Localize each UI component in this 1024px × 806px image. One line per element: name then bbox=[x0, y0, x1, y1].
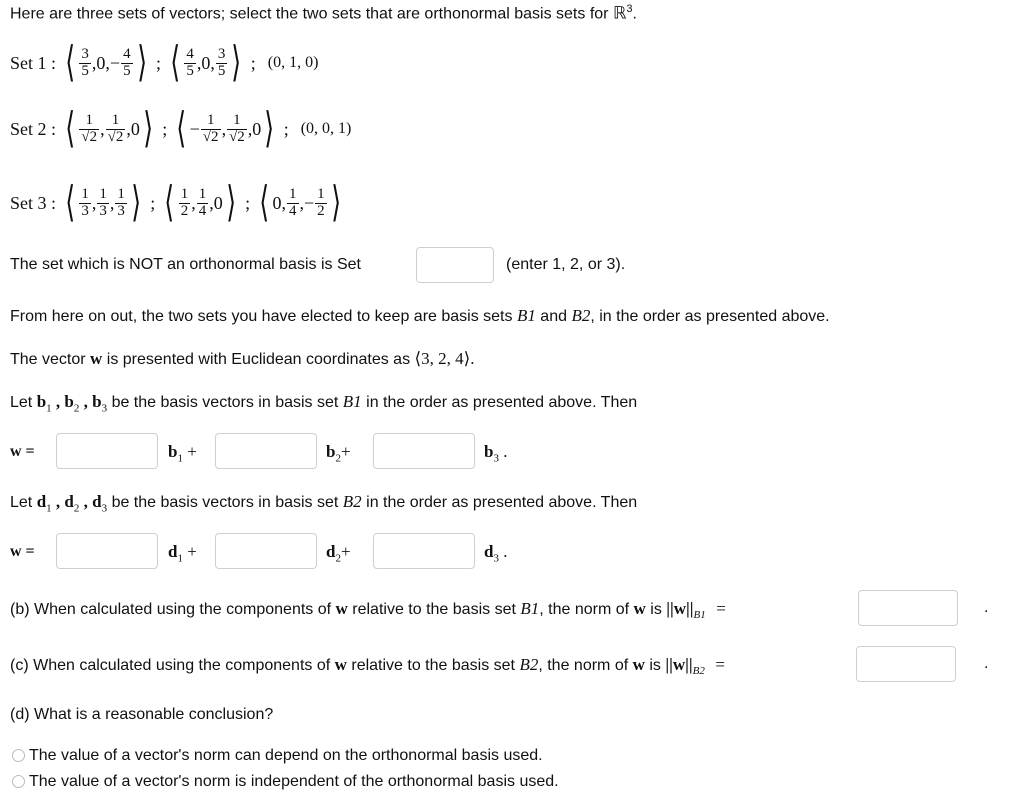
p3-let: Let bbox=[10, 394, 33, 411]
component: 0 bbox=[272, 192, 282, 213]
denominator: 5 bbox=[81, 62, 89, 79]
option-norm-depends[interactable] bbox=[12, 747, 543, 765]
norm-b1-input[interactable] bbox=[858, 590, 958, 626]
p2-coords: ⟨3, 2, 4⟩. bbox=[414, 349, 475, 368]
comma: , bbox=[126, 118, 131, 139]
open-angle: ⟨ bbox=[65, 40, 76, 86]
sign: − bbox=[304, 192, 315, 213]
eq-d-p1: + bbox=[187, 542, 197, 561]
p1-basis-b1: B1 bbox=[516, 306, 536, 325]
separator: ; bbox=[162, 118, 168, 139]
vector-set-3 bbox=[10, 182, 344, 224]
denominator: 5 bbox=[186, 62, 194, 79]
intro-end: . bbox=[632, 5, 637, 23]
numerator: 4 bbox=[186, 45, 194, 62]
fraction bbox=[184, 47, 196, 80]
denominator: √2 bbox=[107, 128, 124, 145]
fraction bbox=[315, 187, 327, 220]
fraction bbox=[79, 187, 91, 220]
comma: , bbox=[196, 52, 202, 73]
p1-and: and bbox=[540, 308, 567, 325]
vector bbox=[62, 42, 150, 84]
numerator: 1 bbox=[81, 185, 89, 202]
open-angle: ⟨ bbox=[176, 106, 187, 152]
separator: ; bbox=[283, 118, 289, 139]
open-angle: ⟨ bbox=[65, 180, 76, 226]
numerator: 1 bbox=[180, 185, 189, 202]
eq-d-term-1 bbox=[168, 542, 197, 564]
numerator: 1 bbox=[85, 111, 94, 128]
denominator: 5 bbox=[123, 62, 131, 79]
pb-text-a: (b) When calculated using the components of bbox=[10, 601, 332, 618]
eq-d-s3: 3 bbox=[493, 552, 499, 565]
pb-sub: B1 bbox=[693, 609, 706, 622]
component: 0 bbox=[96, 52, 106, 73]
set-label: Set 1 : bbox=[10, 52, 57, 73]
denominator: 2 bbox=[317, 202, 325, 219]
close-angle: ⟩ bbox=[330, 180, 341, 226]
close-angle: ⟩ bbox=[143, 106, 153, 152]
comma: , bbox=[109, 192, 115, 213]
p3-text-a: be the basis vectors in basis set bbox=[111, 394, 339, 411]
fraction bbox=[179, 187, 191, 220]
p4-text-b: in the order as presented above. Then bbox=[366, 494, 638, 511]
d2-coefficient-input[interactable] bbox=[215, 533, 317, 569]
eq-b-t2: b bbox=[326, 442, 336, 461]
p2-text-a: The vector bbox=[10, 351, 86, 368]
pb-norm: ||w|| bbox=[666, 599, 694, 618]
fraction bbox=[216, 47, 228, 80]
p3-s2: 2 bbox=[73, 402, 80, 415]
p3-b3: b bbox=[92, 392, 102, 411]
pc-text-b: relative to the basis set bbox=[351, 657, 515, 674]
pb-w2: w bbox=[633, 599, 646, 618]
close-angle: ⟩ bbox=[264, 106, 275, 152]
part-c-prompt bbox=[10, 655, 725, 677]
eq-d-t1: d bbox=[168, 542, 178, 561]
basis-sets-paragraph bbox=[10, 306, 830, 326]
b2-coefficient-input[interactable] bbox=[215, 433, 317, 469]
fraction bbox=[197, 187, 209, 220]
not-basis-label: The set which is NOT an orthonormal basis is Set bbox=[10, 256, 361, 273]
numerator: 1 bbox=[117, 185, 125, 202]
eq-d-s1: 1 bbox=[177, 552, 183, 565]
fraction bbox=[227, 113, 247, 146]
fraction bbox=[79, 113, 99, 146]
part-b-prompt bbox=[10, 599, 726, 621]
pc-end: . bbox=[984, 655, 989, 672]
d1-coefficient-input[interactable] bbox=[56, 533, 158, 569]
set-label: Set 3 : bbox=[10, 192, 57, 213]
pc-eq: = bbox=[715, 655, 725, 674]
fraction bbox=[121, 47, 133, 80]
vector bbox=[62, 182, 144, 224]
comma: , bbox=[191, 192, 196, 213]
close-angle: ⟩ bbox=[231, 40, 242, 86]
vector-set-2 bbox=[10, 108, 351, 150]
open-angle: ⟨ bbox=[164, 180, 175, 226]
pc-w2: w bbox=[632, 655, 645, 674]
d-basis-paragraph: Let $d_1$ , $d_2$ , $d_3$ be the basis vectors in basis set B2 in the order as presented above. Then bbox=[10, 492, 638, 515]
p4-s2: 2 bbox=[73, 502, 80, 515]
b-basis-paragraph: Let $b_1$ , $b_2$ , $b_3$ be the basis vectors in basis set B1 in the order as presented above. Then bbox=[10, 392, 638, 415]
separator: ; bbox=[250, 52, 256, 73]
component: 0 bbox=[130, 118, 140, 139]
p4-d1: d bbox=[36, 492, 47, 511]
comma: , bbox=[247, 118, 253, 139]
denominator: √2 bbox=[81, 128, 98, 145]
vector bbox=[256, 182, 344, 224]
denominator: 2 bbox=[180, 202, 189, 219]
comma: , bbox=[209, 192, 214, 213]
numerator: 4 bbox=[123, 45, 131, 62]
pb-text-b: relative to the basis set bbox=[352, 601, 516, 618]
denominator: 4 bbox=[289, 202, 297, 219]
close-angle: ⟩ bbox=[225, 180, 236, 226]
p2-text-b: is presented with Euclidean coordinates as bbox=[106, 351, 411, 368]
eq-b-p1: + bbox=[187, 442, 197, 461]
numerator: 3 bbox=[217, 45, 226, 62]
pc-text-c: , the norm of bbox=[538, 657, 629, 674]
p4-let: Let bbox=[10, 494, 33, 511]
denominator: √2 bbox=[202, 128, 219, 145]
eq-b-s3: 3 bbox=[493, 452, 499, 465]
eq-b-s1: 1 bbox=[177, 452, 183, 465]
pc-sub: B2 bbox=[692, 665, 705, 678]
comma: , bbox=[281, 192, 286, 213]
p2-w: w bbox=[90, 349, 103, 368]
component: 0 bbox=[252, 118, 262, 139]
vector bbox=[62, 108, 156, 150]
radio-option-2[interactable] bbox=[12, 775, 25, 788]
denominator: 3 bbox=[81, 202, 89, 219]
eq-b-term-1 bbox=[168, 442, 197, 464]
option-1-label: The value of a vector's norm can depend on the orthonormal basis used. bbox=[29, 747, 543, 764]
pc-norm: ||w|| bbox=[665, 655, 693, 674]
sign: − bbox=[109, 52, 121, 73]
set-label: Set 2 : bbox=[10, 118, 57, 139]
denominator: 5 bbox=[217, 62, 226, 79]
comma: , bbox=[91, 192, 97, 213]
vector bbox=[173, 108, 277, 150]
pc-text-d: is bbox=[649, 657, 661, 674]
pb-text-c: , the norm of bbox=[539, 601, 630, 618]
space-exponent: 3 bbox=[626, 3, 633, 15]
open-angle: ⟨ bbox=[170, 40, 181, 86]
p4-s3: 3 bbox=[101, 502, 108, 515]
fraction bbox=[201, 113, 221, 146]
comma: , bbox=[299, 192, 304, 213]
norm-b2-input[interactable] bbox=[856, 646, 956, 682]
eq-b-term-3 bbox=[484, 442, 507, 464]
space-symbol: ℝ bbox=[612, 3, 627, 23]
p3-basis: B1 bbox=[342, 392, 362, 411]
component: 0 bbox=[201, 52, 211, 73]
fraction bbox=[115, 187, 127, 220]
eq-b-p3: . bbox=[503, 442, 508, 461]
pb-eq: = bbox=[716, 599, 726, 618]
p4-basis: B2 bbox=[342, 492, 362, 511]
eq-b-term-2 bbox=[326, 442, 351, 464]
comma: , bbox=[100, 118, 105, 139]
numerator: 3 bbox=[81, 45, 89, 62]
separator: ; bbox=[155, 52, 161, 73]
p3-s3: 3 bbox=[101, 402, 108, 415]
pc-w: w bbox=[334, 655, 347, 674]
numerator: 1 bbox=[317, 185, 325, 202]
option-norm-independent[interactable] bbox=[12, 773, 559, 791]
vector bbox=[161, 182, 239, 224]
denominator: 3 bbox=[117, 202, 125, 219]
eq-d-p2: + bbox=[340, 542, 351, 561]
p1-text-a: From here on out, the two sets you have elected to keep are basis sets bbox=[10, 308, 513, 325]
numerator: 1 bbox=[99, 185, 107, 202]
eq-b-t3: b bbox=[484, 442, 494, 461]
not-basis-hint: (enter 1, 2, or 3). bbox=[506, 256, 626, 273]
pb-basis: B1 bbox=[520, 599, 540, 618]
comma: , bbox=[91, 52, 97, 73]
radio-option-1[interactable] bbox=[12, 749, 25, 762]
component: 0 bbox=[213, 192, 223, 213]
numerator: 1 bbox=[198, 185, 207, 202]
separator: ; bbox=[150, 192, 156, 213]
open-angle: ⟨ bbox=[259, 180, 270, 226]
eq-d-lhs: w = bbox=[10, 543, 35, 560]
eq-d-p3: . bbox=[503, 542, 508, 561]
fraction bbox=[106, 113, 126, 146]
open-angle: ⟨ bbox=[65, 106, 76, 152]
pb-w: w bbox=[335, 599, 348, 618]
part-d-question: (d) What is a reasonable conclusion? bbox=[10, 706, 274, 723]
p4-d3: d bbox=[92, 492, 102, 511]
vector-set-1 bbox=[10, 42, 318, 84]
p4-text-a: be the basis vectors in basis set bbox=[111, 494, 339, 511]
question-intro bbox=[10, 3, 637, 23]
denominator: 3 bbox=[99, 202, 107, 219]
pc-text-a: (c) When calculated using the components of bbox=[10, 657, 331, 674]
p4-s1: 1 bbox=[46, 502, 52, 515]
not-basis-input[interactable] bbox=[416, 247, 494, 283]
separator: ; bbox=[245, 192, 251, 213]
close-angle: ⟩ bbox=[131, 180, 142, 226]
p3-s1: 1 bbox=[46, 402, 52, 415]
fraction bbox=[79, 47, 91, 80]
eq-d-t2: d bbox=[326, 542, 336, 561]
fraction bbox=[287, 187, 299, 220]
sign: − bbox=[189, 118, 200, 139]
pb-text-d: is bbox=[650, 601, 662, 618]
eq-b-s2: 2 bbox=[335, 452, 341, 465]
d3-coefficient-input[interactable] bbox=[373, 533, 475, 569]
p3-b1: b bbox=[36, 392, 47, 411]
eq-b-lhs: w = bbox=[10, 443, 35, 460]
vector bbox=[167, 42, 245, 84]
numerator: 1 bbox=[206, 111, 215, 128]
p1-basis-b2: B2 bbox=[571, 306, 591, 325]
close-angle: ⟩ bbox=[136, 40, 147, 86]
comma: , bbox=[210, 52, 215, 73]
eq-d-term-3 bbox=[484, 542, 507, 564]
denominator: 4 bbox=[198, 202, 207, 219]
comma: , bbox=[221, 118, 227, 139]
plain-vector: (0, 0, 1) bbox=[300, 120, 352, 137]
numerator: 1 bbox=[111, 111, 120, 128]
denominator: √2 bbox=[229, 128, 245, 145]
option-2-label: The value of a vector's norm is independent of the orthonormal basis used. bbox=[29, 773, 559, 790]
vector-w-paragraph bbox=[10, 349, 475, 369]
p3-b2: b bbox=[64, 392, 74, 411]
pb-end: . bbox=[984, 599, 989, 616]
intro-text: Here are three sets of vectors; select the two sets that are orthonormal basis sets for bbox=[10, 5, 609, 23]
p3-text-b: in the order as presented above. Then bbox=[366, 394, 638, 411]
plain-vector: (0, 1, 0) bbox=[267, 54, 319, 71]
eq-d-s2: 2 bbox=[335, 552, 341, 565]
eq-b-t1: b bbox=[168, 442, 178, 461]
eq-d-term-2 bbox=[326, 542, 351, 564]
b3-coefficient-input[interactable] bbox=[373, 433, 475, 469]
eq-b-p2: + bbox=[340, 442, 351, 461]
eq-d-t3: d bbox=[484, 542, 494, 561]
p4-d2: d bbox=[64, 492, 74, 511]
comma: , bbox=[105, 52, 110, 73]
fraction bbox=[97, 187, 109, 220]
pc-basis: B2 bbox=[519, 655, 539, 674]
b1-coefficient-input[interactable] bbox=[56, 433, 158, 469]
p1-text-b: , in the order as presented above. bbox=[590, 308, 830, 325]
numerator: 1 bbox=[233, 111, 241, 128]
numerator: 1 bbox=[289, 185, 297, 202]
